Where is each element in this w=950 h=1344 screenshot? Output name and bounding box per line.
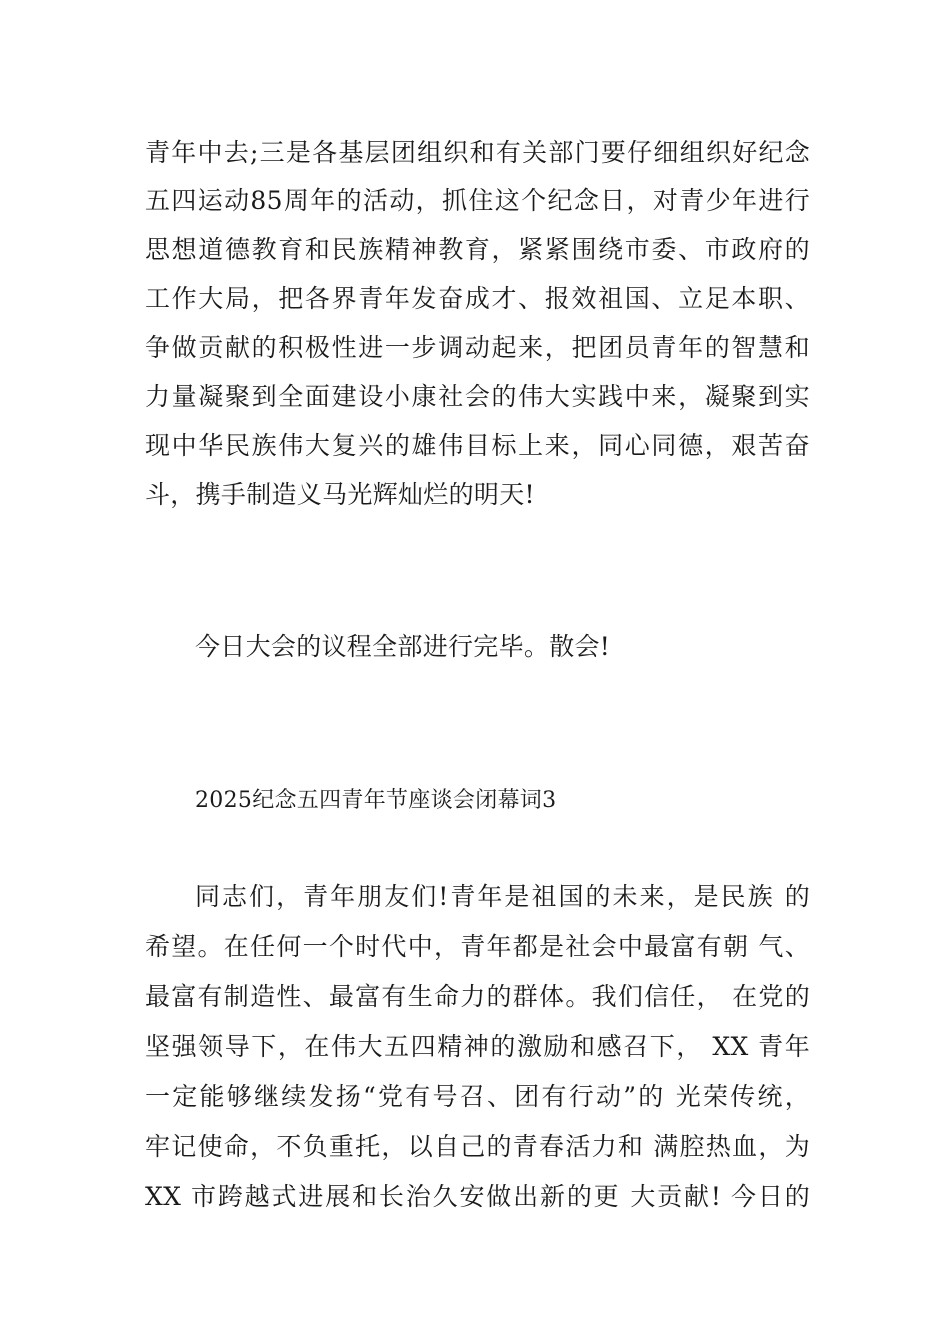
text-line: 斗，携手制造义马光辉灿烂的明天! [145,480,535,509]
closing-announcement: 今日大会的议程全部进行完毕。散会! [195,632,611,661]
text-line: 坚强领导下，在伟大五四精神的激励和感召下， XX 青年 [145,1032,810,1061]
text-line: 青年中去;三是各基层团组织和有关部门要仔细组织好纪念 [145,138,810,167]
section-heading: 2025纪念五四青年节座谈会闭幕词3 [195,788,557,813]
text-line: 工作大局，把各界青年发奋成才、报效祖国、立足本职、 [145,284,810,313]
text-line: 五四运动85周年的活动，抓住这个纪念日，对青少年进行 [145,186,810,215]
text-line: 同志们，青年朋友们!青年是祖国的未来，是民族 的 [195,882,810,911]
text-line: 争做贡献的积极性进一步调动起来，把团员青年的智慧和 [145,333,810,362]
text-line: 一定能够继续发扬“党有号召、团有行动”的 光荣传统， [145,1082,810,1111]
text-line: 希望。在任何一个时代中，青年都是社会中最富有朝 气、 [145,932,810,961]
text-line: XX 市跨越式进展和长治久安做出新的更 大贡献! 今日的 [145,1182,810,1211]
text-line: 现中华民族伟大复兴的雄伟目标上来，同心同德，艰苦奋 [145,431,810,460]
text-line: 力量凝聚到全面建设小康社会的伟大实践中来，凝聚到实 [145,382,810,411]
text-line: 最富有制造性、最富有生命力的群体。我们信任， 在党的 [145,982,810,1011]
text-line: 牢记使命，不负重托，以自己的青春活力和 满腔热血，为 [145,1132,810,1161]
text-line: 思想道德教育和民族精神教育，紧紧围绕市委、市政府的 [145,235,810,264]
